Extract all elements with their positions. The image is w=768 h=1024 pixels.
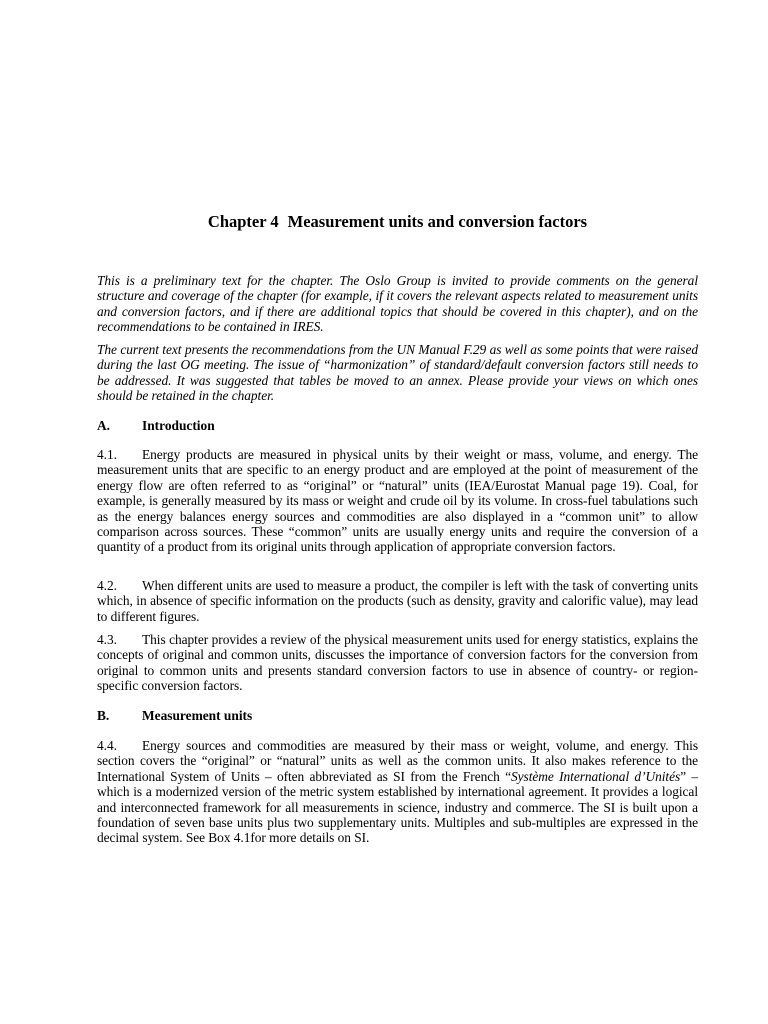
paragraph-text: Energy products are measured in physical units by their weight or mass, volume, and energy. The measurement units that are specific to an energy product and are employed at the point of measurement of the energy flow are often referred to as “original” or “natural” units (IEA/Eurostat Manual page 19). Coal, for example, is generally measured by its mass or weight and crude oil by its volume. In cross-fuel tabulations such as the energy balances energy sources and commodities are also displayed in a “common unit” to allow comparison across sources. These “common” units are usually energy units and require the conversion of a quantity of a product from its original units through application of appropriate conversion factors. (97, 447, 698, 555)
paragraph-number: 4.2. (97, 578, 117, 593)
section-a-heading (97, 418, 215, 433)
paragraph-text-after: ” – which is a modernized version of the metric system established by international agreement. It provides a logical and interconnected framework for all measurements in science, industry and commerce. The SI is built upon a foundation of seven base units plus two supplementary units. Multiples and sub-multiples are expressed in the decimal system. See Box 4.1for more details on SI. (97, 768, 699, 846)
paragraph-number: 4.3. (97, 632, 117, 647)
chapter-number: Chapter 4 (207, 212, 279, 231)
preliminary-note-paragraph: This is a preliminary text for the chapter. The Oslo Group is invited to provide comments on the general structure and coverage of the chapter (for example, if it covers the relevant aspects related to measurement units and conversion factors, and if there are additional topics that should be covered in this chapter), and on the recommendations to be contained in IRES. (97, 273, 698, 335)
paragraph-number: 4.1. (97, 447, 117, 462)
si-french-name: Système International d’Unités (511, 768, 681, 784)
current-text-note-paragraph: The current text presents the recommendations from the UN Manual F.29 as well as some points that were raised during the last OG meeting. The issue of “harmonization” of standard/default conversion factors still needs to be addressed. It was suggested that tables be moved to an annex. Please provide your views on which ones should be retained in the chapter. (97, 342, 698, 404)
section-a-letter: A. (97, 418, 111, 433)
paragraph-4-1 (97, 447, 698, 555)
paragraph-text: When different units are used to measure a product, the compiler is left with the task of converting units which, in absence of specific information on the products (such as density, gravity and calorific value), may lead to different figures. (97, 578, 698, 624)
chapter-title-text: Measurement units and conversion factors (287, 212, 588, 231)
paragraph-4-3 (97, 632, 698, 694)
paragraph-4-2 (97, 578, 698, 624)
paragraph-number: 4.4. (97, 738, 117, 753)
section-a-title: Introduction (142, 418, 215, 433)
section-b-title: Measurement units (142, 708, 253, 723)
paragraph-text-before: Energy sources and commodities are measured by their mass or weight, volume, and energy. This section covers the “original” or “natural” units as well as the common units. It also makes reference to the International System of Units – often abbreviated as SI from the French “ (97, 738, 698, 784)
paragraph-4-4 (97, 738, 698, 846)
section-b-letter: B. (97, 708, 110, 723)
paragraph-text: This chapter provides a review of the physical measurement units used for energy statistics, explains the concepts of original and common units, discusses the importance of conversion factors for the conversion from original to common units and presents standard conversion factors to use in absence of country- or region-specific conversion factors. (97, 632, 698, 694)
chapter-title (97, 212, 698, 232)
section-b-heading (97, 708, 252, 723)
